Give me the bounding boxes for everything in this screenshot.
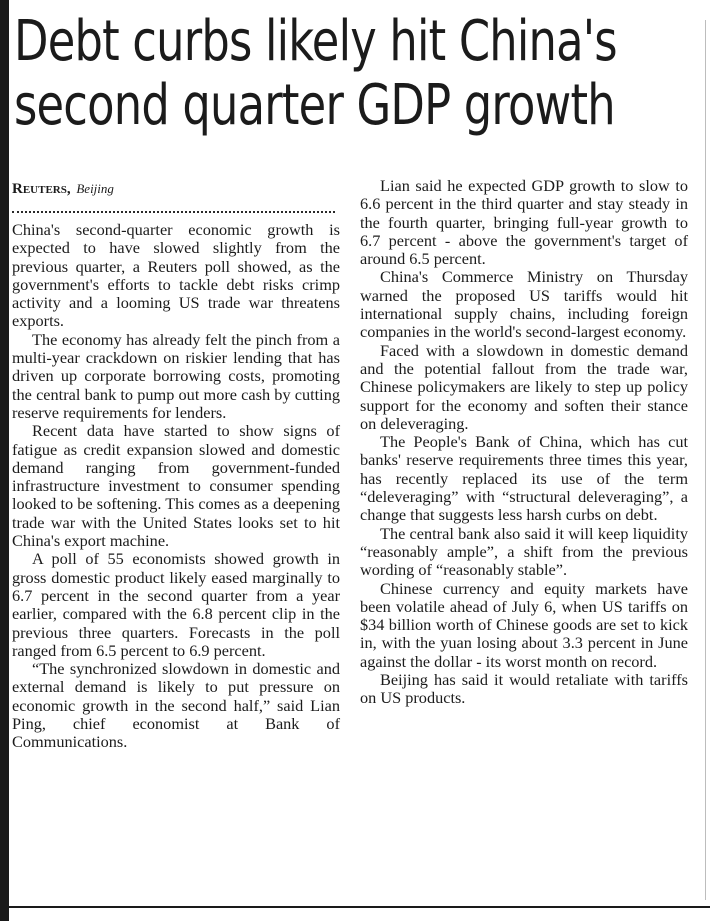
paragraph: China's Commerce Ministry on Thursday warned the proposed US tariffs would hit international supply chains, including foreign companies in the world's second-largest economy. <box>360 267 688 342</box>
headline <box>14 9 617 138</box>
paragraph: Recent data have started to show signs of fatigue as credit expansion slowed and domestic demand ranging from government-funded infrastructure investment to consumer spending looked to be softening. This comes as a deepening trade war with the United States looks set to hit China's export machine. <box>12 421 340 551</box>
paragraph: China's second-quarter economic growth is expected to have slowed slightly from the previous quarter, a Reuters poll showed, as the government's efforts to tackle debt risks crimp activity and a looming US trade war threatens exports. <box>12 220 340 331</box>
paragraph: Faced with a slowdown in domestic demand and the potential fallout from the trade war, Chinese policymakers are likely to step up policy support for the economy and soften their stance on deleveraging. <box>360 340 688 433</box>
paragraph: The People's Bank of China, which has cut banks' reserve requirements three times this year, has recently replaced its use of the term “deleveraging” with “structural deleveraging”, a change that suggests less harsh curbs on debt. <box>360 432 688 525</box>
paragraph: Chinese currency and equity markets have been volatile ahead of July 6, when US tariffs on $34 billion worth of Chinese goods are set to kick in, with the yuan losing about 3.3 percent in June against the dollar - its worst month on record. <box>360 578 688 671</box>
headline-line-2: second quarter GDP growth <box>14 73 615 138</box>
paragraph: Lian said he expected GDP growth to slow to 6.6 percent in the third quarter and stay steady in the fourth quarter, bringing full-year growth to 6.7 percent - above the government's target of around 6.5 percent. <box>360 176 688 269</box>
headline-line-1: Debt curbs likely hit China's <box>14 9 617 74</box>
bottom-rule <box>9 906 710 908</box>
article-column-left <box>12 221 340 752</box>
left-column-rule <box>0 0 9 921</box>
paragraph: Beijing has said it would retaliate with tariffs on US products. <box>360 670 688 708</box>
paragraph: “The synchronized slowdown in domestic and external demand is likely to put pressure on economic growth in the second half,” said Lian Ping, chief economist at Bank of Communications. <box>12 659 340 752</box>
byline-source: Reuters, <box>12 181 71 197</box>
article-column-right <box>360 177 688 708</box>
byline-divider <box>12 211 335 213</box>
paragraph: A poll of 55 economists showed growth in gross domestic product likely eased marginally to 6.7 percent in the second quarter from a year earlier, compared with the 6.8 percent clip in the previous three quarters. Forecasts in the poll ranged from 6.5 percent to 6.9 percent. <box>12 549 340 660</box>
paragraph: The central bank also said it will keep liquidity “reasonably ample”, a shift from the previous wording of “reasonably stable”. <box>360 523 688 580</box>
paragraph: The economy has already felt the pinch from a multi-year crackdown on riskier lending that has driven up corporate borrowing costs, promoting the central bank to pump out more cash by cutting reserve requirements for lenders. <box>12 329 340 422</box>
byline-city: Beijing <box>76 181 114 196</box>
right-column-rule <box>705 20 706 900</box>
byline <box>12 180 114 198</box>
